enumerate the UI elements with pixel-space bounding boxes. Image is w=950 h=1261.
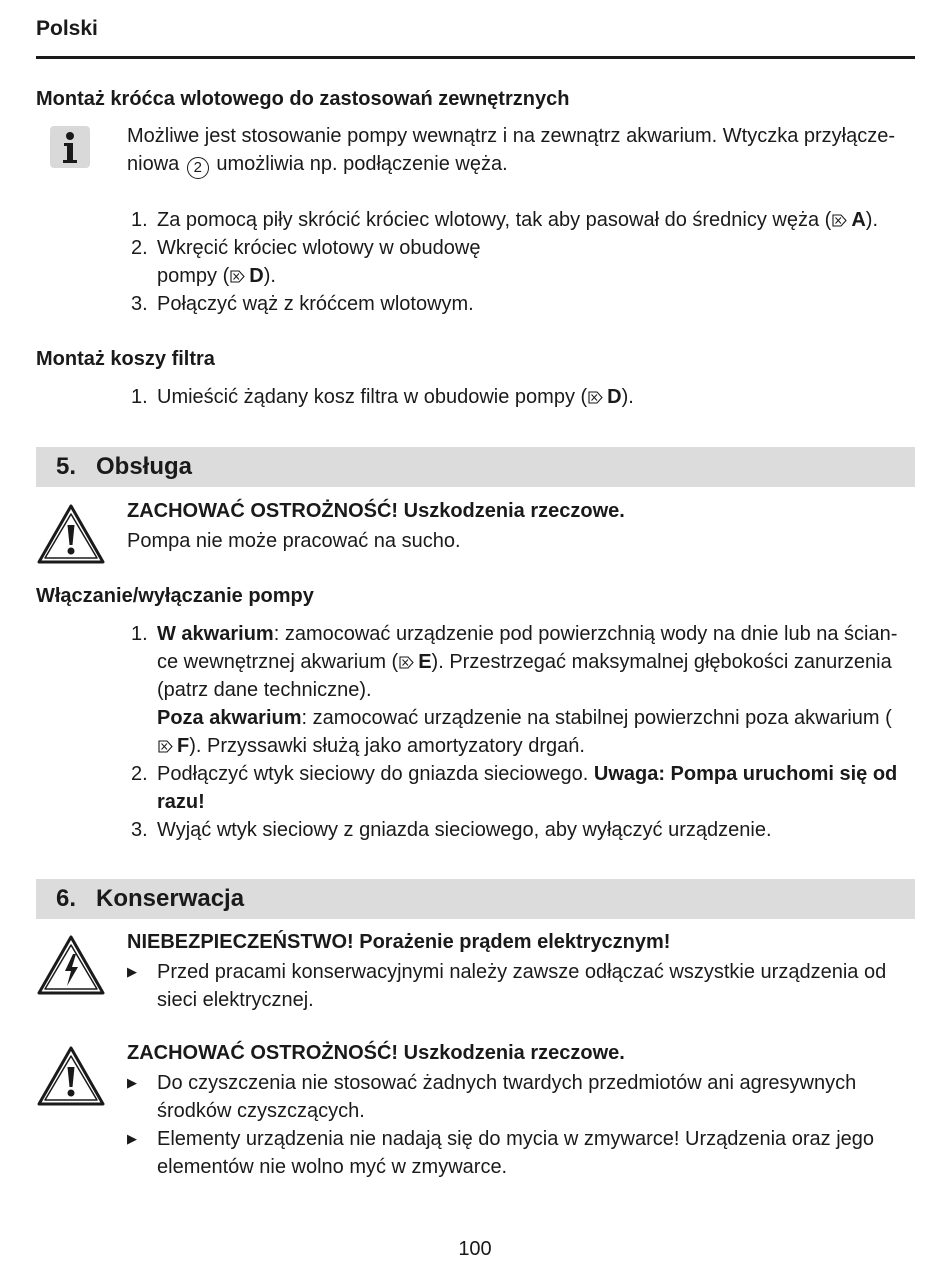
bullet-triangle-icon: ▶ xyxy=(127,1131,137,1146)
warning-heading: ZACHOWAĆ OSTROŻNOŚĆ! Uszkodzenia rzeczowe. xyxy=(127,500,625,522)
figure-reference-icon xyxy=(158,733,173,746)
bullet-item: ▶ Do czyszczenia nie stosować żadnych twardych przedmiotów ani agresywnych środków czyszczących. xyxy=(127,1069,887,1125)
section-6-header xyxy=(36,879,915,919)
figure-reference-icon xyxy=(588,384,603,397)
bullet-item: ▶ Elementy urządzenia nie nadają się do mycia w zmywarce! Urządzenia oraz jego elementów nie wolno myć w zmywarce. xyxy=(127,1125,887,1181)
operation-steps-list xyxy=(131,620,907,844)
figure-reference-icon xyxy=(399,649,414,662)
danger-heading: NIEBEZPIECZEŃSTWO! Porażenie prądem elektrycznym! xyxy=(127,931,671,953)
list-item: 2. Wkręcić króciec wlotowy w obudowę pompy ( D). xyxy=(131,237,481,287)
list-item: 3. Połączyć wąż z króćcem wlotowym. xyxy=(131,293,474,315)
section-title: Konserwacja xyxy=(96,885,245,912)
list-item: 1. Za pomocą piły skrócić króciec wlotowy, tak aby pasował do średnicy węża ( A). xyxy=(131,209,879,231)
warning-triangle-icon xyxy=(36,503,106,565)
warning-text: Pompa nie może pracować na sucho. xyxy=(127,530,461,552)
inlet-section-title: Montaż króćca wlotowego do zastosowań zewnętrznych xyxy=(36,88,570,110)
filter-steps-list xyxy=(131,383,911,411)
caution-heading: ZACHOWAĆ OSTROŻNOŚĆ! Uszkodzenia rzeczowe. xyxy=(127,1042,625,1064)
caution-bullets xyxy=(127,1069,887,1181)
list-item: 1. W akwarium: zamocować urządzenie pod powierzchnią wody na dnie lub na ścian-ce wewnętrznej akwarium ( E). Przestrzegać maksymalnej głębokości zanurzenia (patrz dane techniczne). Poza akwarium: zamocować urządzenie na stabilnej powierzchni poza akwarium (F). Przyssawki służą jako amortyzatory drgań. xyxy=(131,623,898,757)
figure-reference-icon xyxy=(832,207,847,220)
part-number-circle: 2 xyxy=(187,157,209,179)
section-number: 5. xyxy=(56,453,77,480)
section-number: 6. xyxy=(56,885,77,912)
bullet-item: ▶ Przed pracami konserwacyjnymi należy zawsze odłączać wszystkie urządzenia od sieci elektrycznej. xyxy=(127,958,907,1014)
list-item: 2. Podłączyć wtyk sieciowy do gniazda sieciowego. Uwaga: Pompa uruchomi się od razu! xyxy=(131,763,898,813)
bullet-triangle-icon: ▶ xyxy=(127,1075,137,1090)
figure-reference-icon xyxy=(230,263,245,276)
language-label: Polski xyxy=(36,17,98,40)
info-text: Możliwe jest stosowanie pompy wewnątrz i na zewnątrz akwarium. Wtyczka przyłącze-niowa 2 umożliwia np. podłączenie węża. xyxy=(127,122,917,179)
inlet-steps-list xyxy=(131,206,911,318)
list-item: 1. Umieścić żądany kosz filtra w obudowie pompy ( D). xyxy=(131,386,634,408)
bullet-triangle-icon: ▶ xyxy=(127,964,137,979)
section-5-header xyxy=(36,447,915,487)
page-number: 100 xyxy=(458,1238,492,1260)
header-rule xyxy=(36,56,915,59)
electric-hazard-icon xyxy=(36,934,106,996)
danger-bullets xyxy=(127,958,907,1014)
warning-triangle-icon xyxy=(36,1045,106,1107)
filter-section-title: Montaż koszy filtra xyxy=(36,348,215,370)
section-title: Obsługa xyxy=(96,453,193,480)
list-item: 3. Wyjąć wtyk sieciowy z gniazda sieciowego, aby wyłączyć urządzenie. xyxy=(131,819,772,841)
switch-pump-title: Włączanie/wyłączanie pompy xyxy=(36,585,314,607)
info-icon xyxy=(50,126,90,168)
